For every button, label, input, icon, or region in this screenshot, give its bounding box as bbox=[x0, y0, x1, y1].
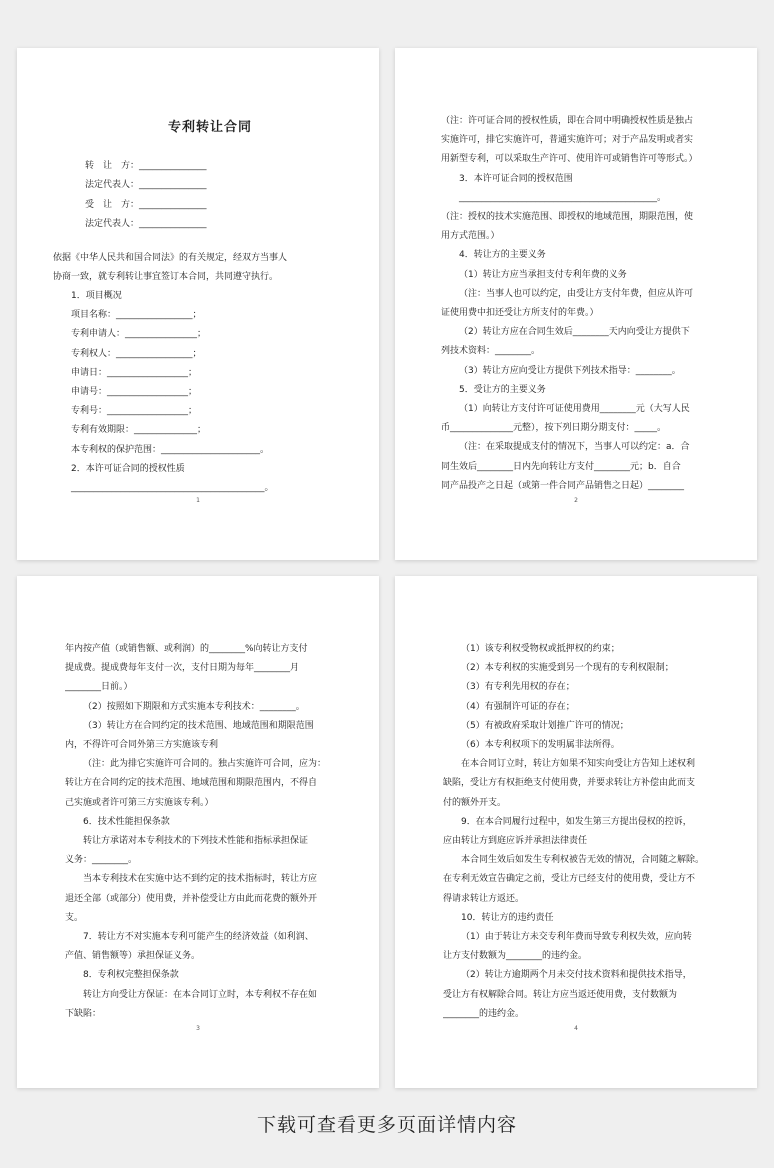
text-line: 义务：________。 bbox=[65, 855, 138, 866]
text-line: 产值、销售额等）承担保证义务。 bbox=[65, 951, 201, 962]
party-line: 法定代表人：_______________ bbox=[85, 219, 207, 230]
text-line: 缺陷，受让方有权拒绝支付使用费，并要求转让方补偿由此而支 bbox=[443, 778, 696, 789]
document-page-1 bbox=[17, 48, 379, 560]
text-line: 用方式范围。） bbox=[441, 231, 500, 242]
text-line: （1）该专利权受物权或抵押权的约束； bbox=[461, 644, 620, 654]
text-line: （注：授权的技术实施范围、即授权的地域范围，期限范围，使 bbox=[441, 212, 694, 223]
text-line: 专利有效期限：______________； bbox=[71, 425, 207, 436]
text-line: 专利号：__________________； bbox=[71, 406, 198, 417]
section-heading: 6．技术性能担保条款 bbox=[83, 816, 170, 827]
text-line: 7．转让方不对实施本专利可能产生的经济效益（如利润、 bbox=[83, 932, 314, 943]
text-line: （注：许可证合同的授权性质，即在合同中明确授权性质是独占 bbox=[441, 116, 694, 126]
text-line: ____________________________________________。 bbox=[459, 192, 667, 203]
text-line: 退还全部（或部分）使用费，并补偿受让方由此而花费的额外开 bbox=[65, 893, 318, 904]
text-line: （3）转让方在合同约定的技术范围、地域范围和期限范围 bbox=[83, 720, 314, 731]
text-line: 受让方有权解除合同。转让方应当返还使用费，支付数额为 bbox=[443, 989, 678, 1000]
text-line: 申请日：__________________； bbox=[71, 367, 198, 378]
text-line: 得请求转让方返还。 bbox=[443, 893, 525, 904]
text-line: 让方支付数额为________的违约金。 bbox=[443, 951, 588, 962]
text-line: 付的额外开支。 bbox=[443, 797, 507, 808]
page-title: 专利转让合同 bbox=[167, 120, 252, 135]
text-line: （2）本专利权的实施受到另一个现有的专利权限制； bbox=[461, 663, 674, 674]
text-line: 转让方向受让方保证：在本合同订立时，本专利权不存在如 bbox=[83, 989, 318, 1000]
document-page-4 bbox=[395, 576, 757, 1088]
text-line: （2）转让方应在合同生效后________天内向受让方提供下 bbox=[459, 327, 690, 338]
section-heading: 10．转让方的违约责任 bbox=[461, 912, 554, 923]
text-line: ___________________________________________。 bbox=[71, 483, 274, 494]
text-line: 在本合同订立时，转让方如果不知实向受让方告知上述权利 bbox=[461, 759, 696, 770]
text-line: （3）有专利先用权的存在； bbox=[461, 682, 575, 693]
page-number: 1 bbox=[196, 497, 200, 504]
text-line: （注：此为排它实施许可合同的。独占实施许可合同，应为： bbox=[83, 759, 327, 770]
text-line: （2）转让方逾期两个月未交付技术资料和提供技术指导， bbox=[461, 970, 692, 981]
document-page-3 bbox=[17, 576, 379, 1088]
text-line: 9．在本合同履行过程中，如发生第三方提出侵权的控诉， bbox=[461, 816, 692, 827]
text-line: 申请号：__________________； bbox=[71, 387, 198, 398]
text-line: 当本专利技术在实施中达不到约定的技术指标时，转让方应 bbox=[83, 874, 318, 885]
text-line: （注：在采取提成支付的情况下，当事人可以约定：a．合 bbox=[459, 442, 690, 453]
text-line: （1）转让方应当承担支付专利年费的义务 bbox=[459, 269, 627, 280]
text-line: ________的违约金。 bbox=[443, 1008, 525, 1019]
text-line: 同产品投产之日起（或第一件合同产品销售之日起）________ bbox=[441, 480, 685, 491]
text-line: ________日前。） bbox=[65, 682, 133, 693]
section-heading: 5．受让方的主要义务 bbox=[459, 384, 546, 395]
page-number: 3 bbox=[196, 1025, 200, 1032]
text-line: 用新型专利，可以采取生产许可、使用许可或销售许可等形式。） bbox=[441, 154, 698, 165]
section-heading: 2．本许可证合同的授权性质 bbox=[71, 463, 185, 474]
section-heading: 4．转让方的主要义务 bbox=[459, 250, 546, 261]
text-line: 年内按产值（或销售额、或利润）的________%向转让方支付 bbox=[65, 644, 308, 654]
text-line: 证使用费中扣还受让方所支付的年费。） bbox=[441, 308, 599, 319]
party-line: 法定代表人：_______________ bbox=[85, 180, 207, 191]
section-heading: 8．专利权完整担保条款 bbox=[83, 970, 179, 981]
text-line: 本专利权的保护范围：______________________。 bbox=[71, 444, 270, 455]
text-line: （5）有被政府采取计划推广许可的情况； bbox=[461, 720, 629, 731]
download-more-text: 下载可查看更多页面详情内容 bbox=[256, 1114, 517, 1136]
text-line: 本合同生效后如发生专利权被告无效的情况，合同随之解除。 bbox=[461, 855, 705, 866]
text-line: 下缺陷： bbox=[65, 1008, 102, 1019]
text-line: 依据《中华人民共和国合同法》的有关规定，经双方当事人 bbox=[53, 252, 288, 263]
text-line: 己实施或者许可第三方实施该专利。） bbox=[65, 797, 214, 808]
parties-block bbox=[85, 157, 335, 235]
text-line: 内，不得许可合同外第三方实施该专利 bbox=[65, 740, 219, 751]
text-line: 专利申请人：________________； bbox=[71, 329, 207, 340]
text-line: （4）有强制许可证的存在； bbox=[461, 701, 575, 712]
section-heading: 1．项目概况 bbox=[71, 291, 122, 302]
text-line: 在专利无效宣告确定之前，受让方已经支付的使用费，受让方不 bbox=[443, 874, 696, 885]
text-line: （1）向转让方支付许可证使用费用________元（大写人民 bbox=[459, 404, 690, 415]
text-line: （注：当事人也可以约定，由受让方支付年费，但应从许可 bbox=[459, 288, 694, 299]
text-line: 应由转让方到庭应诉并承担法律责任 bbox=[443, 836, 588, 847]
text-line: 专利权人：_________________； bbox=[71, 348, 202, 359]
body-text bbox=[53, 249, 335, 499]
document-page-2 bbox=[395, 48, 757, 560]
text-line: 列技术资料：________。 bbox=[441, 346, 541, 357]
page-number: 4 bbox=[574, 1025, 578, 1032]
text-line: 转让方承诺对本专利技术的下列技术性能和指标承担保证 bbox=[83, 836, 309, 847]
party-line: 受 让 方：_______________ bbox=[85, 199, 207, 210]
text-line: （2）按照如下期限和方式实施本专利技术：________。 bbox=[83, 701, 305, 712]
text-line: 支。 bbox=[65, 912, 84, 923]
text-line: （6）本专利权项下的发明属非法所得。 bbox=[461, 740, 620, 751]
text-line: 提成费。提成费每年支付一次，支付日期为每年________月 bbox=[65, 663, 300, 674]
text-line: 协商一致，就专利转让事宜签订本合同，共同遵守执行。 bbox=[53, 271, 279, 282]
text-line: 项目名称：_________________； bbox=[71, 310, 202, 321]
text-line: 实施许可，排它实施许可，普通实施许可；对于产品发明或者实 bbox=[441, 135, 694, 146]
text-line: （3）转让方应向受让方提供下列技术指导：________。 bbox=[459, 365, 681, 376]
page-number: 2 bbox=[574, 497, 578, 504]
party-line: 转 让 方：_______________ bbox=[85, 161, 207, 171]
text-line: （1）由于转让方未交专利年费而导致专利权失效，应向转 bbox=[461, 932, 692, 943]
section-heading: 3．本许可证合同的授权范围 bbox=[459, 173, 573, 184]
text-line: 同生效后________日内先向转让方支付________元；b．自合 bbox=[441, 461, 681, 472]
text-line: 转让方在合同约定的技术范围、地域范围和期限范围内，不得自 bbox=[65, 778, 318, 789]
text-line: 币______________元整），按下列日期分期支付：_____。 bbox=[441, 423, 667, 434]
